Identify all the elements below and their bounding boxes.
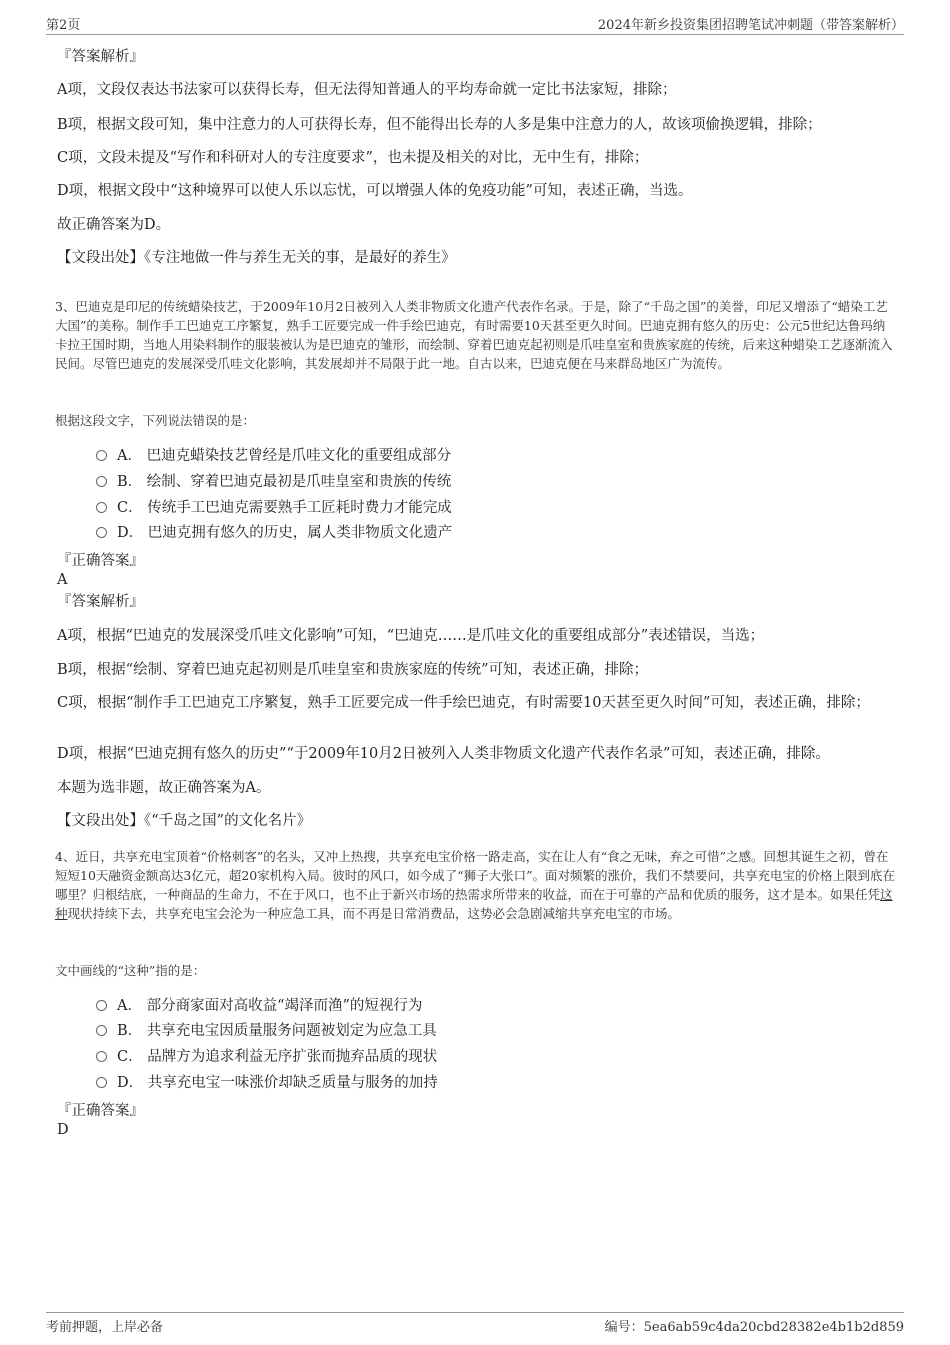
q2-analysis-line-c: C项，文段未提及“写作和科研对人的专注度要求”，也未提及相关的对比，无中生有，排除； bbox=[57, 150, 649, 166]
q3-analysis-line-d: D项，根据“巴迪克拥有悠久的历史”“于2009年10月2日被列入人类非物质文化遗产代表作名录”可知，表述正确，排除。 bbox=[57, 746, 830, 762]
q3-source: 【文段出处】《“千岛之国”的文化名片》 bbox=[57, 813, 312, 829]
q2-analysis-line-b: B项，根据文段可知，集中注意力的人可获得长寿，但不能得出长寿的人多是集中注意力的人，故该项偷换逻辑，排除； bbox=[57, 117, 822, 133]
q2-analysis-line-d: D项，根据文段中“这种境界可以使人乐以忘忧，可以增强人体的免疫功能”可知，表述正确，当选。 bbox=[57, 183, 693, 199]
q3-option-c[interactable]: C． 传统手工巴迪克需要熟手工匠耗时费力才能完成 bbox=[96, 498, 452, 518]
q4-option-d[interactable]: D． 共享充电宝一味涨价却缺乏质量与服务的加持 bbox=[96, 1073, 438, 1093]
q3-option-b[interactable]: B． 绘制、穿着巴迪克最初是爪哇皇室和贵族的传统 bbox=[96, 472, 451, 492]
document-id: 编号：5ea6ab59c4da20cbd28382e4b1b2d859 bbox=[604, 1320, 904, 1335]
q2-conclusion: 故正确答案为D。 bbox=[57, 217, 171, 233]
q4-answer-title: 『正确答案』 bbox=[57, 1103, 144, 1119]
radio-icon[interactable] bbox=[96, 1025, 107, 1036]
q3-answer: A bbox=[57, 572, 68, 588]
q3-stem: 3、巴迪克是印尼的传统蜡染技艺，于2009年10月2日被列入人类非物质文化遗产代表作名录。于是，除了“千岛之国”的美誉，印尼又增添了“蜡染工艺大国”的美称。制作手工巴迪克工序繁复，熟手工匠要完成一件手绘巴迪克，有时需要10天甚至更久时间。巴迪克拥有悠久的历史：公元5世纪达鲁玛纳卡拉王国时期，当地人用染料制作的服装被认为是巴迪克的雏形，而绘制、穿着巴迪克起初则是爪哇皇室和贵族家庭的传统，后来这种蜡染工艺逐渐流入民间。尽管巴迪克的发展深受爪哇文化影响，其发展却并不局限于此一地。自古以来，巴迪克便在马来群岛地区广为流传。 bbox=[55, 299, 893, 371]
q4-answer: D bbox=[57, 1122, 69, 1138]
q3-option-a[interactable]: A． 巴迪克蜡染技艺曾经是爪哇文化的重要组成部分 bbox=[96, 446, 451, 466]
q4-question: 文中画线的“这种”指的是： bbox=[55, 963, 206, 978]
q2-analysis-line-a: A项，文段仅表达书法家可以获得长寿，但无法得知普通人的平均寿命就一定比书法家短，排除； bbox=[57, 82, 677, 98]
q3-analysis-line-c: C项，根据“制作手工巴迪克工序繁复，熟手工匠要完成一件手绘巴迪克，有时需要10天甚至更久时间”可知，表述正确，排除； bbox=[57, 695, 870, 711]
radio-icon[interactable] bbox=[96, 1051, 107, 1062]
radio-icon[interactable] bbox=[96, 1077, 107, 1088]
q2-source: 【文段出处】《专注地做一件与养生无关的事，是最好的养生》 bbox=[57, 250, 456, 266]
page-number: 第2页 bbox=[46, 18, 81, 33]
page-footer bbox=[46, 1312, 904, 1337]
q3-analysis-title: 『答案解析』 bbox=[57, 594, 144, 610]
radio-icon[interactable] bbox=[96, 450, 107, 461]
radio-icon[interactable] bbox=[96, 502, 107, 513]
q4-underlined-term: 这种 bbox=[55, 887, 893, 921]
q3-question: 根据这段文字，下列说法错误的是： bbox=[55, 413, 256, 428]
document-title: 2024年新乡投资集团招聘笔试冲刺题（带答案解析） bbox=[597, 18, 904, 33]
q4-option-c[interactable]: C． 品牌方为追求利益无序扩张而抛弃品质的现状 bbox=[96, 1047, 437, 1067]
q4-option-b[interactable]: B． 共享充电宝因质量服务问题被划定为应急工具 bbox=[96, 1021, 437, 1041]
radio-icon[interactable] bbox=[96, 527, 107, 538]
q3-option-d[interactable]: D． 巴迪克拥有悠久的历史，属人类非物质文化遗产 bbox=[96, 523, 452, 543]
q4-stem: 4、近日，共享充电宝顶着“价格刺客”的名头，又冲上热搜，共享充电宝价格一路走高，实在让人有“食之无味，弃之可惜”之感。回想其诞生之初，曾在短短10天融资金额高达3亿元，超20家机构入局。彼时的风口，如今成了“狮子大张口”。面对频繁的涨价，我们不禁要问，共享充电宝的价格上限到底在哪里？归根结底，一种商品的生命力，不在于风口，也不止于新兴市场的热需求所带来的收益，而在于可靠的产品和优质的服务，这才是本。如果任凭这种现状持续下去，共享充电宝会沦为一种应急工具，而不再是日常消费品，这势必会急剧减缩共享充电宝的市场。 bbox=[55, 849, 896, 921]
radio-icon[interactable] bbox=[96, 1000, 107, 1011]
page-header bbox=[46, 14, 904, 35]
q3-conclusion: 本题为选非题，故正确答案为A。 bbox=[57, 780, 271, 796]
q3-analysis-line-b: B项，根据“绘制、穿着巴迪克起初则是爪哇皇室和贵族家庭的传统”可知，表述正确，排除； bbox=[57, 662, 648, 678]
q3-analysis-line-a: A项，根据“巴迪克的发展深受爪哇文化影响”可知，“巴迪克……是爪哇文化的重要组成部分”表述错误，当选； bbox=[57, 628, 765, 644]
q4-option-a[interactable]: A． 部分商家面对高收益“竭泽而渔”的短视行为 bbox=[96, 996, 422, 1016]
q3-answer-title: 『正确答案』 bbox=[57, 553, 144, 569]
radio-icon[interactable] bbox=[96, 476, 107, 487]
q2-analysis-title: 『答案解析』 bbox=[57, 49, 144, 65]
footer-slogan: 考前押题，上岸必备 bbox=[46, 1320, 164, 1335]
